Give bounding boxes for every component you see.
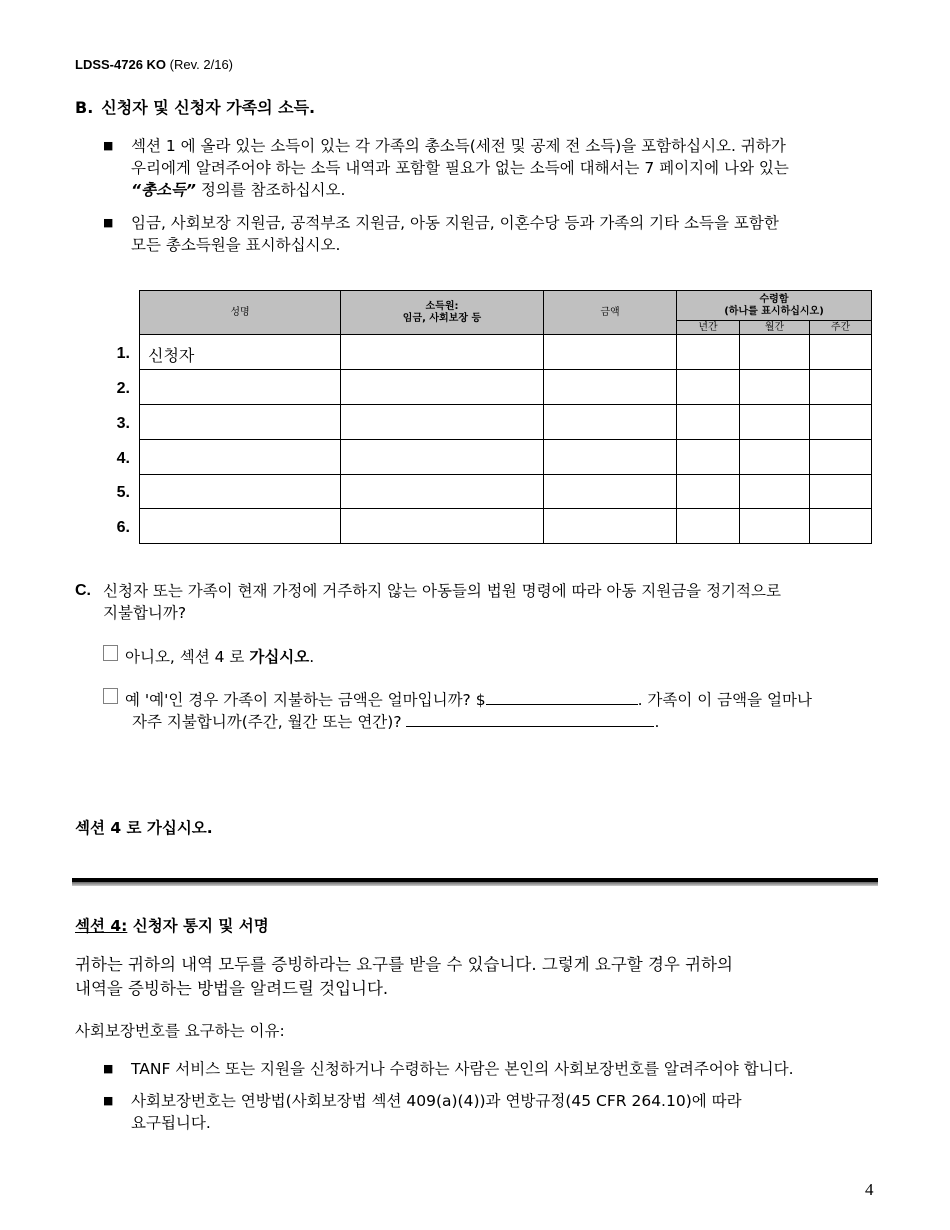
verification-notice: 귀하는 귀하의 내역 모두를 증빙하라는 요구를 받을 수 있습니다. 그렇게 요구할 경우 귀하의 내역을 증빙하는 방법을 알려드릴 것입니다. <box>75 955 733 998</box>
bullet-icon: ■ <box>103 216 114 229</box>
option-yes-label: 예 '예'인 경우 가족이 지불하는 금액은 얼마입니까? $ . 가족이 이 금액을 얼마나 자주 지불합니까(주간, 월간 또는 연간)? . <box>125 691 812 731</box>
monthly-cell[interactable] <box>740 335 810 370</box>
weekly-cell[interactable] <box>810 475 872 509</box>
name-cell[interactable]: 신청자 <box>140 335 341 370</box>
section-b-title <box>75 95 315 118</box>
weekly-cell[interactable] <box>810 405 872 440</box>
table-row <box>140 440 872 475</box>
name-cell[interactable] <box>140 405 341 440</box>
goto-section-4: 섹션 4 로 가십시오. <box>75 819 213 837</box>
gross-income-term: “총소득” <box>131 181 196 199</box>
col-header-frequency: 수령함 (하나를 표시하십시오) <box>677 291 872 321</box>
name-cell[interactable] <box>140 509 341 544</box>
annual-cell[interactable] <box>677 370 740 405</box>
weekly-cell[interactable] <box>810 440 872 475</box>
monthly-cell[interactable] <box>740 475 810 509</box>
source-cell[interactable] <box>341 509 544 544</box>
amount-cell[interactable] <box>544 335 677 370</box>
amount-cell[interactable] <box>544 509 677 544</box>
table-row <box>140 475 872 509</box>
weekly-cell[interactable] <box>810 335 872 370</box>
source-cell[interactable] <box>341 370 544 405</box>
form-header <box>75 57 233 72</box>
table-row <box>140 509 872 544</box>
no-checkbox[interactable] <box>103 645 118 661</box>
col-header-annual: 년간 <box>677 321 740 335</box>
option-no-label: 아니오, 섹션 4 로 가십시오. <box>125 648 315 666</box>
form-revision: (Rev. 2/16) <box>169 57 234 72</box>
page-number: 4 <box>865 1180 874 1199</box>
section-c-letter: C. <box>75 582 91 599</box>
row-number: 4. <box>116 450 130 467</box>
bullet-icon: ■ <box>103 139 114 152</box>
amount-cell[interactable] <box>544 370 677 405</box>
section-4-title: 섹션 4: 신청자 통지 및 서명 <box>75 917 269 935</box>
col-header-monthly: 월간 <box>740 321 810 335</box>
yes-checkbox[interactable] <box>103 688 118 704</box>
row-number: 3. <box>116 415 130 432</box>
col-header-name: 성명 <box>140 291 341 335</box>
source-cell[interactable] <box>341 335 544 370</box>
section-b-heading: 신청자 및 신청자 가족의 소득. <box>101 98 316 117</box>
source-cell[interactable] <box>341 440 544 475</box>
row-number: 6. <box>116 519 130 536</box>
monthly-cell[interactable] <box>740 370 810 405</box>
annual-cell[interactable] <box>677 509 740 544</box>
section-b-letter: B. <box>75 98 94 117</box>
amount-cell[interactable] <box>544 440 677 475</box>
name-cell[interactable] <box>140 475 341 509</box>
ssn-reason-heading: 사회보장번호를 요구하는 이유: <box>75 1022 285 1040</box>
row-number: 5. <box>116 484 130 501</box>
income-table <box>139 290 872 544</box>
col-header-source: 소득원: 임금, 사회보장 등 <box>341 291 544 335</box>
monthly-cell[interactable] <box>740 405 810 440</box>
weekly-cell[interactable] <box>810 370 872 405</box>
bullet-text: 섹션 1 에 올라 있는 소득이 있는 각 가족의 총소득(세전 및 공제 전 소득)을 포함하십시오. 귀하가 우리에게 알려주어야 하는 소득 내역과 포함할 필요가 없는 소득에 대해서는 7 페이지에 나와 있는 “총소득” 정의를 참조하십시오. <box>131 137 789 199</box>
annual-cell[interactable] <box>677 335 740 370</box>
amount-cell[interactable] <box>544 405 677 440</box>
form-id: LDSS-4726 KO <box>75 57 167 72</box>
annual-cell[interactable] <box>677 475 740 509</box>
row-number: 1. <box>116 345 130 362</box>
source-cell[interactable] <box>341 405 544 440</box>
bullet-icon: ■ <box>103 1094 114 1107</box>
bullet-icon: ■ <box>103 1062 114 1075</box>
monthly-cell[interactable] <box>740 440 810 475</box>
table-row <box>140 335 872 370</box>
source-cell[interactable] <box>341 475 544 509</box>
table-row <box>140 370 872 405</box>
bullet-text: 임금, 사회보장 지원금, 공적부조 지원금, 아동 지원금, 이혼수당 등과 가족의 기타 소득을 포함한 모든 총소득원을 표시하십시오. <box>131 214 779 254</box>
monthly-cell[interactable] <box>740 509 810 544</box>
col-header-amount: 금액 <box>544 291 677 335</box>
row-number: 2. <box>116 380 130 397</box>
annual-cell[interactable] <box>677 440 740 475</box>
annual-cell[interactable] <box>677 405 740 440</box>
payment-frequency-field[interactable] <box>406 711 654 727</box>
col-header-weekly: 주간 <box>810 321 872 335</box>
weekly-cell[interactable] <box>810 509 872 544</box>
amount-cell[interactable] <box>544 475 677 509</box>
section-divider-shadow <box>72 882 878 886</box>
table-row <box>140 405 872 440</box>
amount-paid-field[interactable] <box>486 689 638 705</box>
name-cell[interactable] <box>140 370 341 405</box>
name-cell[interactable] <box>140 440 341 475</box>
